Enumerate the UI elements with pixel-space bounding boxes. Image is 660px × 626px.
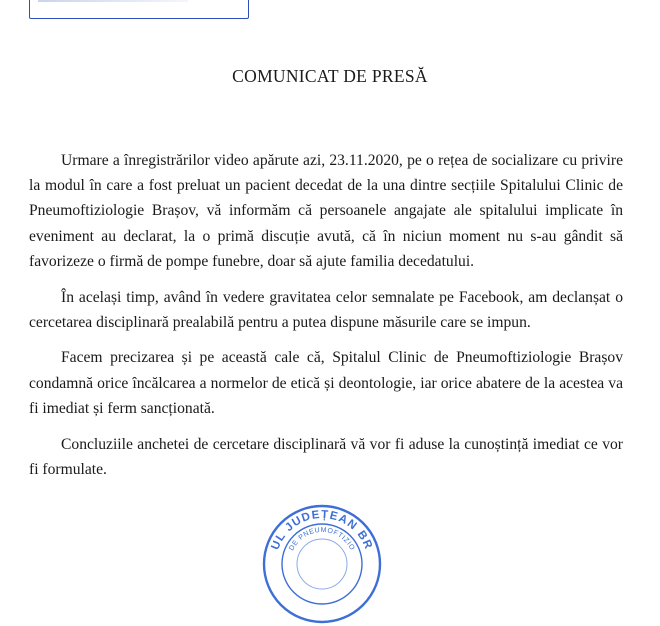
seal-outer-text: UL JUDEȚEAN BR <box>269 508 375 552</box>
paragraph-4: Concluziile anchetei de cercetare disciplinară vă vor fi aduse la cunoștință imediat ce vor fi formulate. <box>29 435 623 478</box>
paragraph-3: Facem precizarea și pe această cale că, Spitalul Clinic de Pneumoftiziologie Brașov condamnă orice încălcarea a normelor de etică și deontologie, iar orice abatere de la acestea va fi imediat și ferm sancționată. <box>29 349 623 417</box>
paragraph-2: În același timp, având în vedere gravitatea celor semnalate pe Facebook, am declanșat o cercetarea disciplinară prealabilă pentru a putea dispune măsurile care se impun. <box>29 288 623 331</box>
document-title: COMUNICAT DE PRESĂ <box>232 66 428 86</box>
seal-center-ring <box>297 539 347 589</box>
registration-stamp-box <box>29 0 249 19</box>
document-body <box>29 148 623 492</box>
seal-inner-ring <box>282 524 362 604</box>
stamp-faint-text <box>38 0 188 2</box>
paragraph-1: Urmare a înregistrărilor video apărute azi, 23.11.2020, pe o rețea de socializare cu privire la modul în care a fost preluat un pacient decedat de la una dintre secțiile Spitalului Clinic de Pneumoftiziologie Brașov, vă informăm că persoanele angajate ale spitalului implicate în eveniment au declarat, la o primă discuție avută, că în niciun moment nu s-au gândit să favorizeze o firmă de pompe funebre, doar să ajute familia decedatului. <box>29 152 623 270</box>
seal-inner-text: DE PNEUMOFTIZIO <box>288 526 356 552</box>
hospital-seal <box>260 502 384 626</box>
